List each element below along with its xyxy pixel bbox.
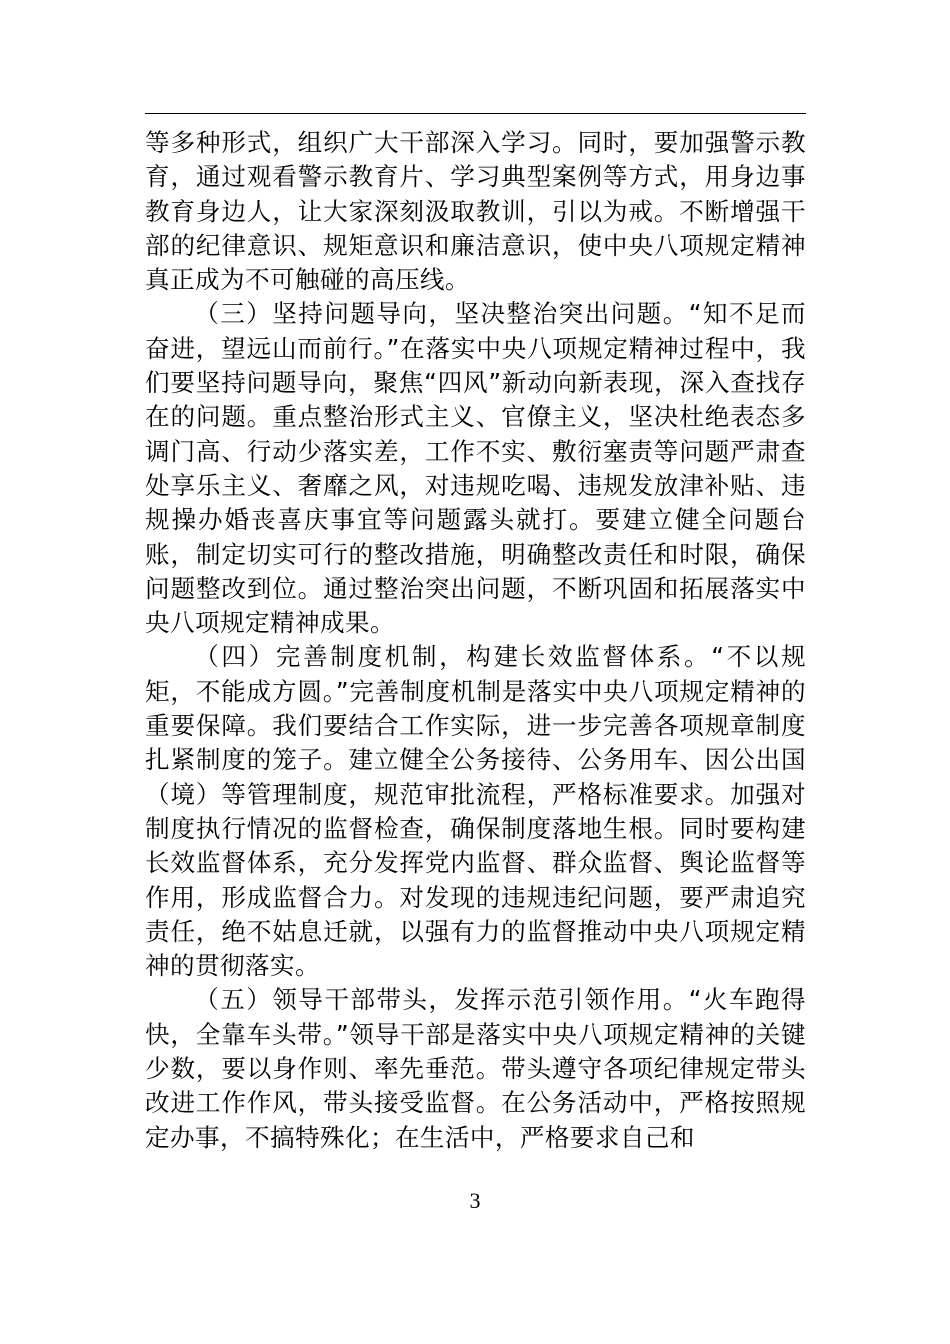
paragraph-section-5: （五）领导干部带头，发挥示范引领作用。“火车跑得快，全靠车头带。”领导干部是落实中央八项规定精神的关键少数，要以身作则、率先垂范。带头遵守各项纪律规定带头改进工作作风，带头接受监督。在公务活动中，严格按照规定办事，不搞特殊化；在生活中，严格要求自己和 <box>145 985 806 1152</box>
header-rule <box>145 113 806 114</box>
paragraph-continuation: 等多种形式，组织广大干部深入学习。同时，要加强警示教育，通过观看警示教育片、学习典型案例等方式，用身边事教育身边人，让大家深刻汲取教训，引以为戒。不断增强干部的纪律意识、规矩意识和廉洁意识，使中央八项规定精神真正成为不可触碰的高压线。 <box>145 128 806 295</box>
paragraph-section-4: （四）完善制度机制，构建长效监督体系。“不以规矩，不能成方圆。”完善制度机制是落实中央八项规定精神的重要保障。我们要结合工作实际，进一步完善各项规章制度扎紧制度的笼子。建立健全公务接待、公务用车、因公出国（境）等管理制度，规范审批流程，严格标准要求。加强对制度执行情况的监督检查，确保制度落地生根。同时要构建长效监督体系，充分发挥党内监督、群众监督、舆论监督等作用，形成监督合力。对发现的违规违纪问题，要严肃追究责任，绝不姑息迁就，以强有力的监督推动中央八项规定精神的贯彻落实。 <box>145 642 806 981</box>
paragraph-section-3: （三）坚持问题导向，坚决整治突出问题。“知不足而奋进，望远山而前行。”在落实中央八项规定精神过程中，我们要坚持问题导向，聚焦“四风”新动向新表现，深入查找存在的问题。重点整治形式主义、官僚主义，坚决杜绝表态多调门高、行动少落实差，工作不实、敷衍塞责等问题严肃查处享乐主义、奢靡之风，对违规吃喝、违规发放津补贴、违规操办婚丧喜庆事宜等问题露头就打。要建立健全问题台账，制定切实可行的整改措施，明确整改责任和时限，确保问题整改到位。通过整治突出问题，不断巩固和拓展落实中央八项规定精神成果。 <box>145 299 806 638</box>
page-number: 3 <box>469 1188 481 1213</box>
document-body <box>145 126 806 1155</box>
